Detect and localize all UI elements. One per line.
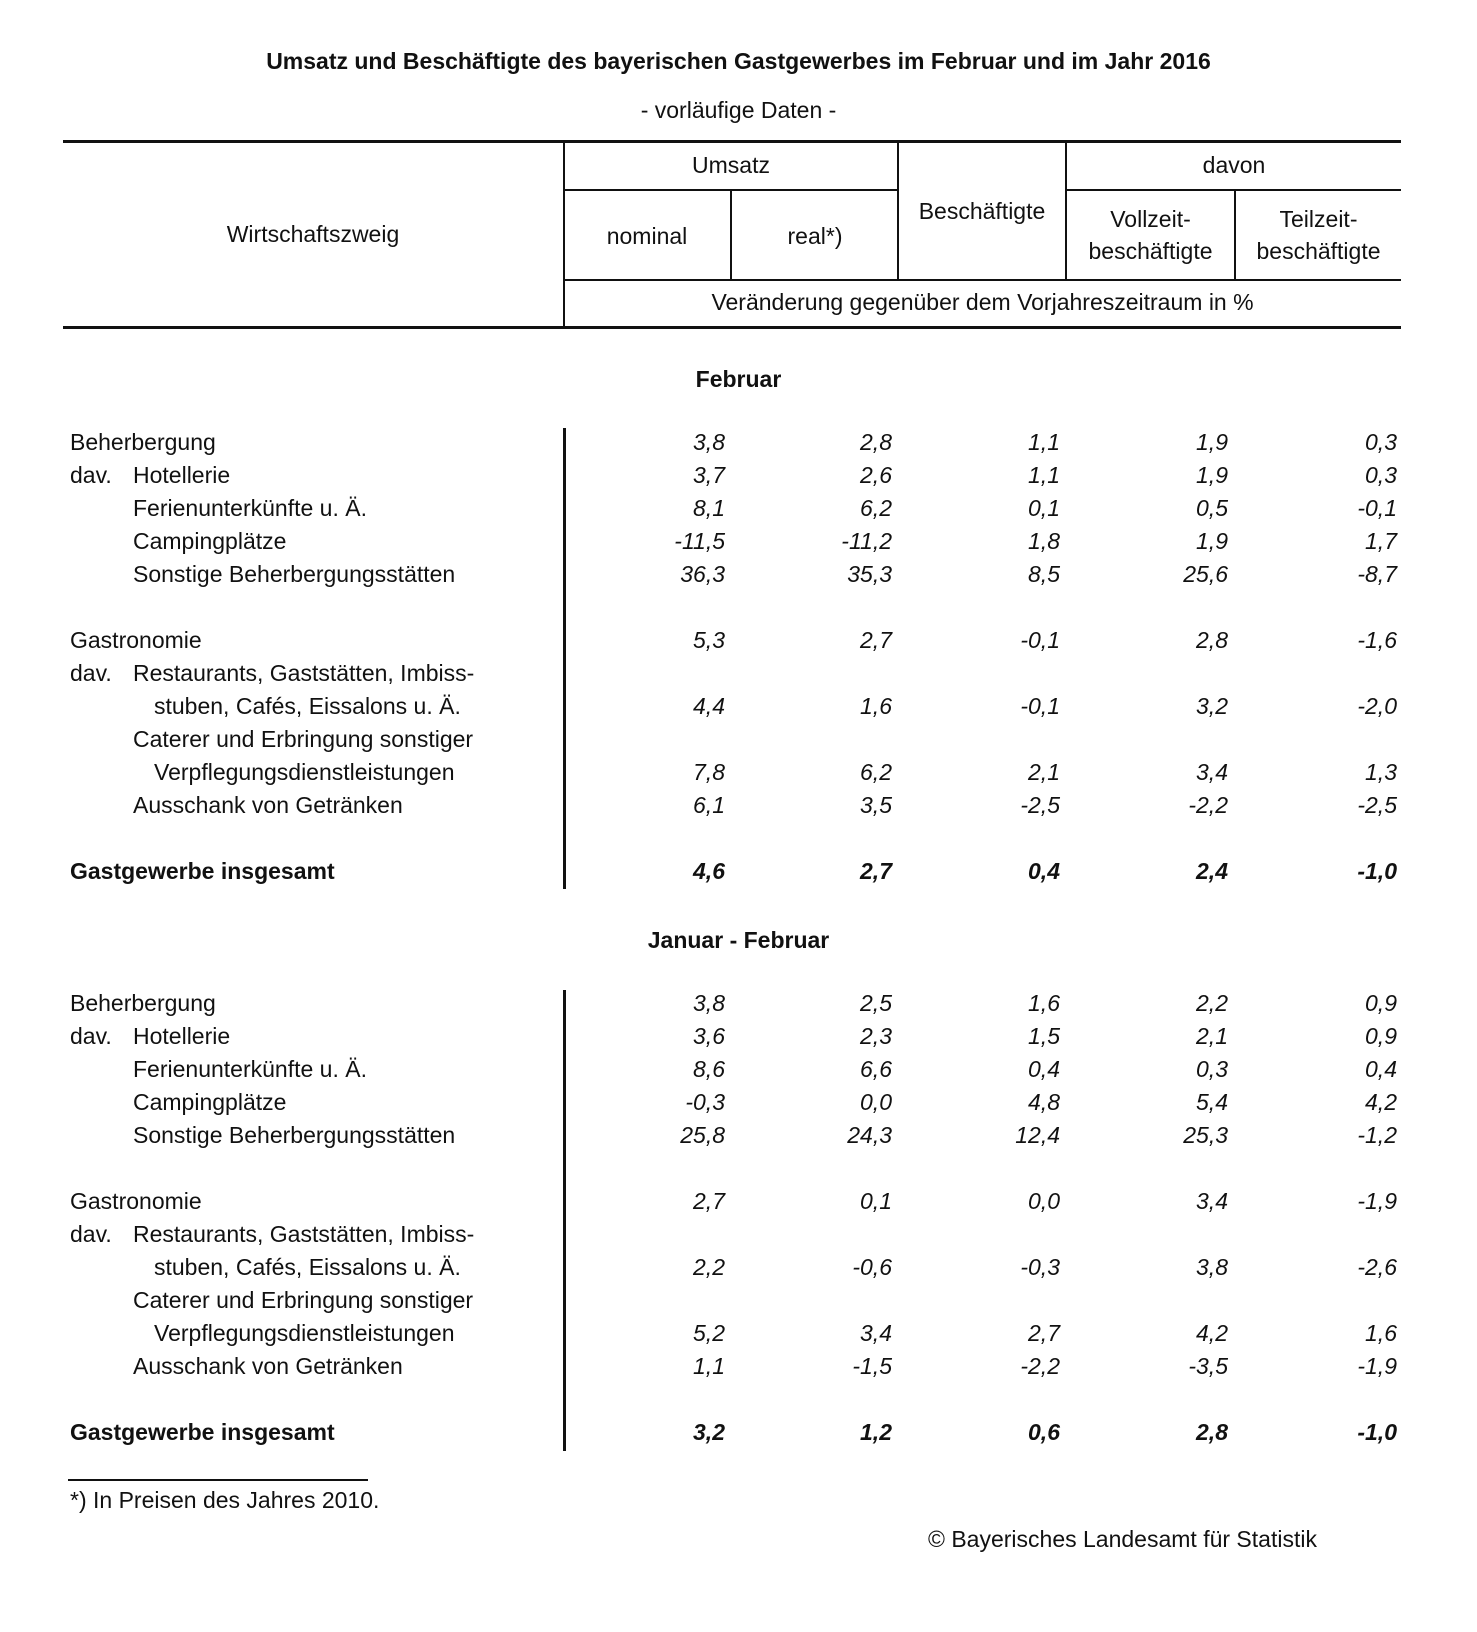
value-vollzeit: 0,5 <box>1196 495 1228 521</box>
value-vollzeit: 3,4 <box>1196 759 1228 785</box>
table-row <box>0 858 1477 891</box>
row-label-continued: Verpflegungsdienstleistungen <box>154 1320 455 1346</box>
copyright: © Bayerisches Landesamt für Statistik <box>928 1526 1317 1552</box>
header-beschaeftigte: Beschäftigte <box>918 198 1046 224</box>
row-label: Restaurants, Gaststätten, Imbiss- <box>133 1221 475 1247</box>
table-row <box>0 1089 1477 1122</box>
value-nominal: 3,8 <box>693 429 725 455</box>
value-teilzeit: 0,4 <box>1365 1056 1397 1082</box>
value-real: 2,7 <box>860 627 892 653</box>
value-nominal: 3,6 <box>693 1023 725 1049</box>
table-row <box>0 1419 1477 1452</box>
value-vollzeit: 2,8 <box>1196 627 1228 653</box>
value-nominal: 6,1 <box>693 792 725 818</box>
table-subtitle: - vorläufige Daten - <box>640 97 837 123</box>
row-label: Hotellerie <box>133 462 231 488</box>
table-row <box>0 990 1477 1023</box>
value-nominal: 25,8 <box>680 1122 725 1148</box>
value-beschaeftigte: -2,5 <box>1020 792 1060 818</box>
row-label: Ausschank von Getränken <box>133 792 403 818</box>
row-label: Sonstige Beherbergungsstätten <box>133 1122 456 1148</box>
value-real: 2,6 <box>860 462 892 488</box>
header-teilzeit-line1: Teilzeit- <box>1279 206 1358 232</box>
row-label: Gastgewerbe insgesamt <box>70 858 335 884</box>
value-teilzeit: -1,9 <box>1357 1188 1397 1214</box>
value-teilzeit: -1,0 <box>1357 1419 1397 1445</box>
value-nominal: 7,8 <box>693 759 725 785</box>
value-beschaeftigte: -0,1 <box>1020 693 1060 719</box>
value-beschaeftigte: 2,7 <box>1028 1320 1060 1346</box>
value-beschaeftigte: 0,0 <box>1028 1188 1060 1214</box>
value-teilzeit: -0,1 <box>1357 495 1397 521</box>
row-label: Caterer und Erbringung sonstiger <box>133 1287 474 1313</box>
row-label: Beherbergung <box>70 990 216 1016</box>
value-beschaeftigte: 1,1 <box>1028 429 1060 455</box>
row-label-continued: stuben, Cafés, Eissalons u. Ä. <box>154 693 461 719</box>
value-teilzeit: 4,2 <box>1365 1089 1397 1115</box>
header-top-rule <box>63 140 1401 143</box>
value-teilzeit: 0,9 <box>1365 990 1397 1016</box>
header-vollzeit-line1: Vollzeit- <box>1110 206 1191 232</box>
value-real: 1,2 <box>860 1419 892 1445</box>
value-real: 35,3 <box>847 561 892 587</box>
value-nominal: 4,4 <box>693 693 725 719</box>
section-title: Februar <box>695 366 782 392</box>
value-real: -11,2 <box>841 528 892 554</box>
value-nominal: 5,3 <box>693 627 725 653</box>
value-real: 1,6 <box>860 693 892 719</box>
header-bottom-rule <box>63 326 1401 329</box>
value-vollzeit: -2,2 <box>1188 792 1228 818</box>
row-label: Ferienunterkünfte u. Ä. <box>133 1056 367 1082</box>
row-prefix: dav. <box>70 660 112 686</box>
header-teilzeit <box>1236 203 1401 267</box>
footnote: *) In Preisen des Jahres 2010. <box>70 1487 380 1513</box>
table-row <box>0 726 1477 785</box>
table-row <box>0 1122 1477 1155</box>
header-davon: davon <box>1202 152 1266 178</box>
value-vollzeit: -3,5 <box>1188 1353 1228 1379</box>
value-real: 24,3 <box>847 1122 892 1148</box>
table-row <box>0 462 1477 495</box>
value-beschaeftigte: 1,1 <box>1028 462 1060 488</box>
row-label: Ferienunterkünfte u. Ä. <box>133 495 367 521</box>
value-vollzeit: 4,2 <box>1196 1320 1228 1346</box>
value-beschaeftigte: -0,3 <box>1020 1254 1060 1280</box>
table-row <box>0 528 1477 561</box>
row-label-continued: Verpflegungsdienstleistungen <box>154 759 455 785</box>
value-real: 2,5 <box>860 990 892 1016</box>
value-vollzeit: 1,9 <box>1196 528 1228 554</box>
table-row <box>0 1287 1477 1346</box>
value-vollzeit: 3,4 <box>1196 1188 1228 1214</box>
table-row <box>0 1056 1477 1089</box>
value-vollzeit: 25,3 <box>1183 1122 1228 1148</box>
value-beschaeftigte: 4,8 <box>1028 1089 1060 1115</box>
value-vollzeit: 2,4 <box>1196 858 1228 884</box>
section-title: Januar - Februar <box>647 927 830 953</box>
value-nominal: 2,2 <box>693 1254 725 1280</box>
value-beschaeftigte: -2,2 <box>1020 1353 1060 1379</box>
value-beschaeftigte: 1,6 <box>1028 990 1060 1016</box>
value-vollzeit: 1,9 <box>1196 429 1228 455</box>
table-row <box>0 627 1477 660</box>
header-umsatz: Umsatz <box>692 152 770 178</box>
row-label: Gastronomie <box>70 627 202 653</box>
row-label: Hotellerie <box>133 1023 231 1049</box>
header-veraenderung: Veränderung gegenüber dem Vorjahreszeitraum in % <box>711 289 1254 315</box>
value-nominal: 36,3 <box>680 561 725 587</box>
value-beschaeftigte: 1,5 <box>1028 1023 1060 1049</box>
row-prefix: dav. <box>70 1221 112 1247</box>
value-nominal: -0,3 <box>685 1089 725 1115</box>
value-real: 3,4 <box>860 1320 892 1346</box>
value-nominal: 3,2 <box>693 1419 725 1445</box>
value-vollzeit: 2,8 <box>1196 1419 1228 1445</box>
value-vollzeit: 25,6 <box>1183 561 1228 587</box>
header-rule-units <box>564 279 1401 281</box>
value-real: 6,2 <box>860 495 892 521</box>
table-row <box>0 1023 1477 1056</box>
table-row <box>0 561 1477 594</box>
header-wirtschaftszweig: Wirtschaftszweig <box>226 221 400 247</box>
row-prefix: dav. <box>70 462 112 488</box>
row-label: Beherbergung <box>70 429 216 455</box>
table-title: Umsatz und Beschäftigte des bayerischen Gastgewerbes im Februar und im Jahr 2016 <box>266 48 1211 74</box>
row-label: Sonstige Beherbergungsstätten <box>133 561 456 587</box>
value-nominal: 3,7 <box>693 462 725 488</box>
value-real: -0,6 <box>852 1254 892 1280</box>
value-beschaeftigte: 0,1 <box>1028 495 1060 521</box>
header-vollzeit <box>1067 203 1234 267</box>
value-nominal: 4,6 <box>693 858 725 884</box>
value-nominal: 2,7 <box>693 1188 725 1214</box>
value-beschaeftigte: -0,1 <box>1020 627 1060 653</box>
value-vollzeit: 5,4 <box>1196 1089 1228 1115</box>
value-real: 2,3 <box>860 1023 892 1049</box>
header-nominal: nominal <box>606 223 688 249</box>
value-nominal: -11,5 <box>674 528 725 554</box>
value-beschaeftigte: 0,6 <box>1028 1419 1060 1445</box>
row-label: Ausschank von Getränken <box>133 1353 403 1379</box>
value-teilzeit: -1,6 <box>1357 627 1397 653</box>
value-real: 3,5 <box>860 792 892 818</box>
value-vollzeit: 3,8 <box>1196 1254 1228 1280</box>
value-teilzeit: -1,0 <box>1357 858 1397 884</box>
value-beschaeftigte: 0,4 <box>1028 858 1060 884</box>
value-vollzeit: 0,3 <box>1196 1056 1228 1082</box>
table-row <box>0 429 1477 462</box>
value-teilzeit: 0,9 <box>1365 1023 1397 1049</box>
value-teilzeit: 1,7 <box>1365 528 1397 554</box>
value-teilzeit: 1,6 <box>1365 1320 1397 1346</box>
value-teilzeit: -1,9 <box>1357 1353 1397 1379</box>
value-teilzeit: -1,2 <box>1357 1122 1397 1148</box>
header-real: real*) <box>787 223 843 249</box>
row-label: Campingplätze <box>133 1089 287 1115</box>
value-teilzeit: 1,3 <box>1365 759 1397 785</box>
value-nominal: 5,2 <box>693 1320 725 1346</box>
value-teilzeit: 0,3 <box>1365 429 1397 455</box>
row-label-continued: stuben, Cafés, Eissalons u. Ä. <box>154 1254 461 1280</box>
value-vollzeit: 1,9 <box>1196 462 1228 488</box>
value-nominal: 8,1 <box>693 495 725 521</box>
table-row <box>0 792 1477 825</box>
header-teilzeit-line2: beschäftigte <box>1256 238 1381 264</box>
value-vollzeit: 2,2 <box>1196 990 1228 1016</box>
value-teilzeit: -2,6 <box>1357 1254 1397 1280</box>
value-teilzeit: 0,3 <box>1365 462 1397 488</box>
row-label: Campingplätze <box>133 528 287 554</box>
value-beschaeftigte: 1,8 <box>1028 528 1060 554</box>
value-vollzeit: 2,1 <box>1196 1023 1228 1049</box>
row-prefix: dav. <box>70 1023 112 1049</box>
value-real: 0,1 <box>860 1188 892 1214</box>
value-real: 6,6 <box>860 1056 892 1082</box>
value-beschaeftigte: 0,4 <box>1028 1056 1060 1082</box>
value-nominal: 3,8 <box>693 990 725 1016</box>
table-row <box>0 495 1477 528</box>
table-row <box>0 1188 1477 1221</box>
row-label: Caterer und Erbringung sonstiger <box>133 726 474 752</box>
table-row <box>0 1353 1477 1386</box>
value-real: 2,7 <box>860 858 892 884</box>
value-vollzeit: 3,2 <box>1196 693 1228 719</box>
value-nominal: 8,6 <box>693 1056 725 1082</box>
value-teilzeit: -2,5 <box>1357 792 1397 818</box>
value-teilzeit: -2,0 <box>1357 693 1397 719</box>
value-real: 6,2 <box>860 759 892 785</box>
row-label: Gastgewerbe insgesamt <box>70 1419 335 1445</box>
value-real: -1,5 <box>852 1353 892 1379</box>
table-row <box>0 660 1477 719</box>
footnote-separator <box>68 1479 368 1481</box>
value-real: 2,8 <box>860 429 892 455</box>
row-label: Restaurants, Gaststätten, Imbiss- <box>133 660 475 686</box>
table-row <box>0 1221 1477 1280</box>
value-beschaeftigte: 2,1 <box>1028 759 1060 785</box>
value-teilzeit: -8,7 <box>1357 561 1397 587</box>
value-real: 0,0 <box>860 1089 892 1115</box>
row-label: Gastronomie <box>70 1188 202 1214</box>
header-vollzeit-line2: beschäftigte <box>1088 238 1213 264</box>
value-nominal: 1,1 <box>693 1353 725 1379</box>
value-beschaeftigte: 8,5 <box>1028 561 1060 587</box>
value-beschaeftigte: 12,4 <box>1015 1122 1060 1148</box>
